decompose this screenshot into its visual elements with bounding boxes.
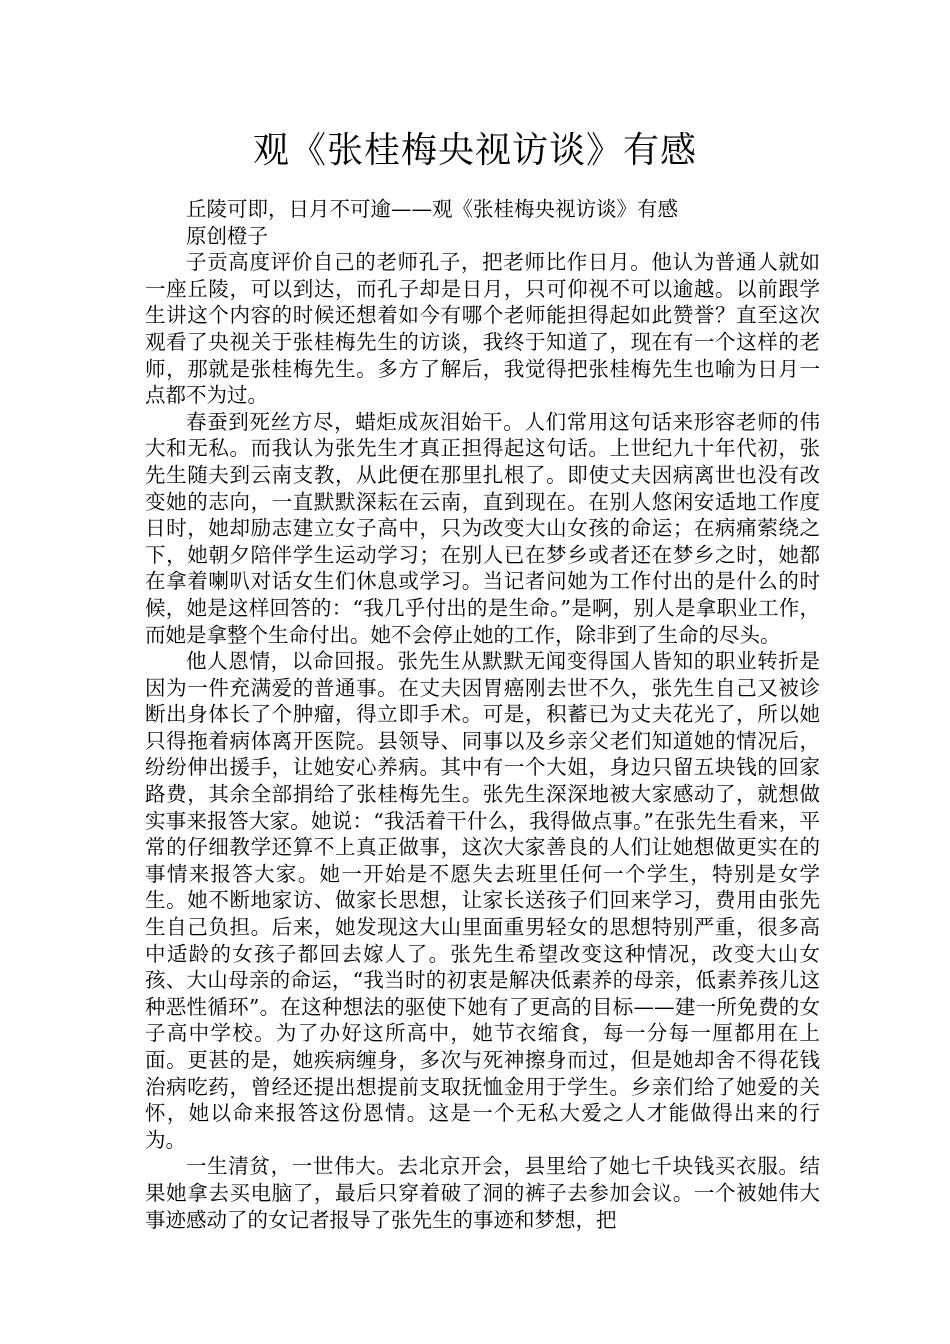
subtitle-paragraph: 丘陵可即，日月不可逾——观《张桂梅央视访谈》有感 [186, 197, 678, 221]
document-title: 观《张桂梅央视访谈》有感 [252, 130, 697, 171]
author-paragraph: 原创橙子 [186, 223, 268, 248]
body-paragraph: 子贡高度评价自己的老师孔子，把老师比作日月。他认为普通人就如一座丘陵，可以到达，而孔子却是日月，只可仰视不可以逾越。以前跟学生讲这个内容的时候还想着如今有哪个老师能担得起如此赞誉？直至这次观看了央视关于张桂梅先生的访谈，我终于知道了，现在有一个这样的老师，那就是张桂梅先生。多方了解后，我觉得把张桂梅先生也喻为日月一点都不为过。 [145, 250, 820, 408]
body-paragraph: 春蚕到死丝方尽，蜡炬成灰泪始干。人们常用这句话来形容老师的伟大和无私。而我认为张先生才真正担得起这句话。上世纪九十年代初，张先生随夫到云南支教，从此便在那里扎根了。即使丈夫因病离世也没有改变她的志向，一直默默深耘在云南，直到现在。在别人悠闲安适地工作度日时，她却励志建立女子高中，只为改变大山女孩的命运；在病痛萦绕之下，她朝夕陪伴学生运动学习；在别人已在梦乡或者还在梦乡之时，她都在拿着喇叭对话女生们休息或学习。当记者问她为工作付出的是什么的时候，她是这样回答的：“我几乎付出的是生命。”是啊，别人是拿职业工作，而她是拿整个生命付出。她不会停止她的工作，除非到了生命的尽头。 [145, 409, 820, 647]
body-paragraph: 他人恩情，以命回报。张先生从默默无闻变得国人皆知的职业转折是因为一件充满爱的普通事。在丈夫因胃癌刚去世不久，张先生自己又被诊断出身体长了个肿瘤，得立即手术。可是，积蓄已为丈夫花光了，所以她只得拖着病体离开医院。县领导、同事以及乡亲父老们知道她的情况后，纷纷伸出援手，让她安心养病。其中有一个大姐，身边只留五块钱的回家路费，其余全部捐给了张桂梅先生。张先生深深地被大家感动了，就想做实事来报答大家。她说：“我活着干什么，我得做点事。”在张先生看来，平常的仔细教学还算不上真正做事，这次大家善良的人们让她想做更实在的事情来报答大家。她一开始是不愿失去班里任何一个学生，特别是女学生。她不断地家访、做家长思想，让家长送孩子们回来学习，费用由张先生自己负担。后来，她发现这大山里面重男轻女的思想特别严重，很多高中适龄的女孩子都回去嫁人了。张先生希望改变这种情况，改变大山女孩、大山母亲的命运，“我当时的初衷是解决低素养的母亲，低素养孩儿这种恶性循环”。在这种想法的驱使下她有了更高的目标——建一所免费的女子高中学校。为了办好这所高中，她节衣缩食，每一分每一厘都用在上面。更甚的是，她疾病缠身，多次与死神擦身而过，但是她却舍不得花钱治病吃药，曾经还提出想提前支取抚恤金用于学生。乡亲们给了她爱的关怀，她以命来报答这份恩情。这是一个无私大爱之人才能做得出来的行为。 [145, 649, 820, 1152]
body-paragraph: 一生清贫，一世伟大。去北京开会，县里给了她七千块钱买衣服。结果她拿去买电脑了，最后只穿着破了洞的裤子去参加会议。一个被她伟大事迹感动了的女记者报导了张先生的事迹和梦想，把 [145, 1154, 820, 1232]
document-body [145, 196, 820, 1233]
